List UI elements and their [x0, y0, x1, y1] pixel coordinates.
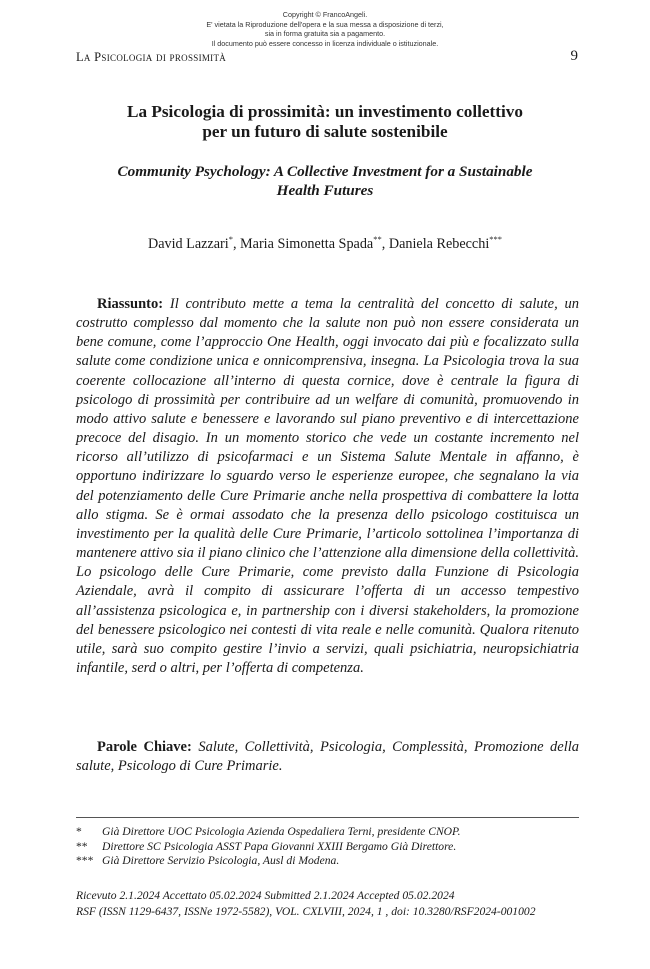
running-header [76, 50, 578, 68]
author-footnote-mark: *** [489, 234, 503, 244]
author-separator: , [381, 236, 389, 252]
abstract-text: Il contributo mette a tema la centralità del concetto di salute, un costrutto complesso dal momento che la salute non può non essere considerata un bene comune, come l’approccio One Health, oggi invocato dai più e focalizzato sulla salute come condizione unica e onnicomprensiva, insegna. La Psicologia trova la sua coerente collocazione all’interno di questa cornice, dove è centrale la figura di psicologo di prossimità per contribuire ad un welfare di comunità, promuovendo in modo attivo salute e benessere e lavorando sul piano preventivo e di intercettazione precoce del disagio. In un momento storico che vede un costante incremento nel ricorso all’utilizzo di psicofarmaci e un Sistema Salute Mentale in affanno, è opportuno indirizzare lo sguardo verso le esperienze europee, che segnalano la via del potenziamento delle Cure Primarie anche nella prospettiva di combattere la lotta allo stigma. Se è ormai assodato che la presenza dello psicologo costituisca un investimento per la qualità delle Cure Primarie, l’articolo sottolinea l’importanza di mantenere attivo sia il piano clinico che l’attenzione alla dimensione della collettività. Lo psicologo delle Cure Primarie, come previsto dalla Funzione di Psicologia Aziendale, avrà il compito di assicurare l’offerta di un accesso tempestivo all’assistenza psicologica e, in partnership con i diversi stakeholders, la promozione del benessere psicologico nei contesti di vita reale e nelle comunità. Qualora ritenuto utile, sarà suo compito gestire l’invio a servizi, quali psichiatria, neuropsichiatria infantile, serd o altri, per l’offerta di competenza. [76, 296, 579, 676]
footnote-divider [76, 817, 579, 818]
author-name: David Lazzari [147, 236, 229, 252]
author-list [0, 236, 650, 253]
author-separator: , [232, 236, 241, 252]
keywords-label: Parole Chiave: [97, 739, 192, 755]
subtitle-line: Health Futures [276, 182, 374, 199]
copyright-line: E' vietata la Riproduzione dell'opera e la sua messa a disposizione di terzi, [206, 19, 444, 29]
footnote-text: Direttore SC Psicologia ASST Papa Giovanni XXIII Bergamo Già Direttore. [102, 839, 457, 853]
keywords [76, 738, 579, 776]
article-title [60, 102, 590, 142]
subtitle-line: Community Psychology: A Collective Investment for a Sustainable [117, 163, 533, 180]
title-line: per un futuro di salute sostenibile [202, 122, 448, 141]
abstract-label: Riassunto: [97, 296, 164, 312]
keywords-text: Salute, Collettività, Psicologia, Complessità, Promozione della salute, Psicologo di Cure Primarie. [76, 739, 580, 775]
copyright-notice [0, 10, 650, 48]
footnote [76, 840, 579, 855]
title-line: La Psicologia di prossimità: un investimento collettivo [127, 102, 523, 121]
running-title: La Psicologia di prossimità [76, 50, 227, 64]
received-dates: Ricevuto 2.1.2024 Accettato 05.02.2024 Submitted 2.1.2024 Accepted 05.02.2024 [76, 889, 455, 902]
author-footnote-mark: ** [373, 234, 382, 244]
publication-info [76, 888, 579, 919]
author-name: Maria Simonetta Spada [240, 236, 374, 252]
footnotes [76, 825, 579, 869]
footnote-text: Già Direttore UOC Psicologia Azienda Ospedaliera Terni, presidente CNOP. [102, 825, 461, 838]
article-subtitle [60, 162, 590, 200]
footnote-mark: * [76, 825, 82, 838]
footnote [76, 825, 579, 840]
abstract [76, 295, 579, 678]
copyright-line: sia in forma gratuita sia a pagamento. [264, 29, 386, 39]
footnote-mark: *** [76, 854, 94, 868]
page-number: 9 [570, 48, 578, 64]
author-footnote-mark: * [228, 234, 233, 244]
copyright-line: Copyright © FrancoAngeli. [282, 10, 368, 19]
journal-citation: RSF (ISSN 1129-6437, ISSNe 1972-5582), VOL. CXLVIII, 2024, 1 , doi: 10.3280/RSF2024-001002 [76, 904, 536, 918]
author-name: Daniela Rebecchi [388, 236, 490, 252]
copyright-line: Il documento può essere concesso in licenza individuale o istituzionale. [211, 38, 439, 48]
footnote-text: Già Direttore Servizio Psicologia, Ausl di Modena. [102, 854, 340, 868]
footnote [76, 854, 579, 869]
footnote-mark: ** [76, 839, 88, 853]
